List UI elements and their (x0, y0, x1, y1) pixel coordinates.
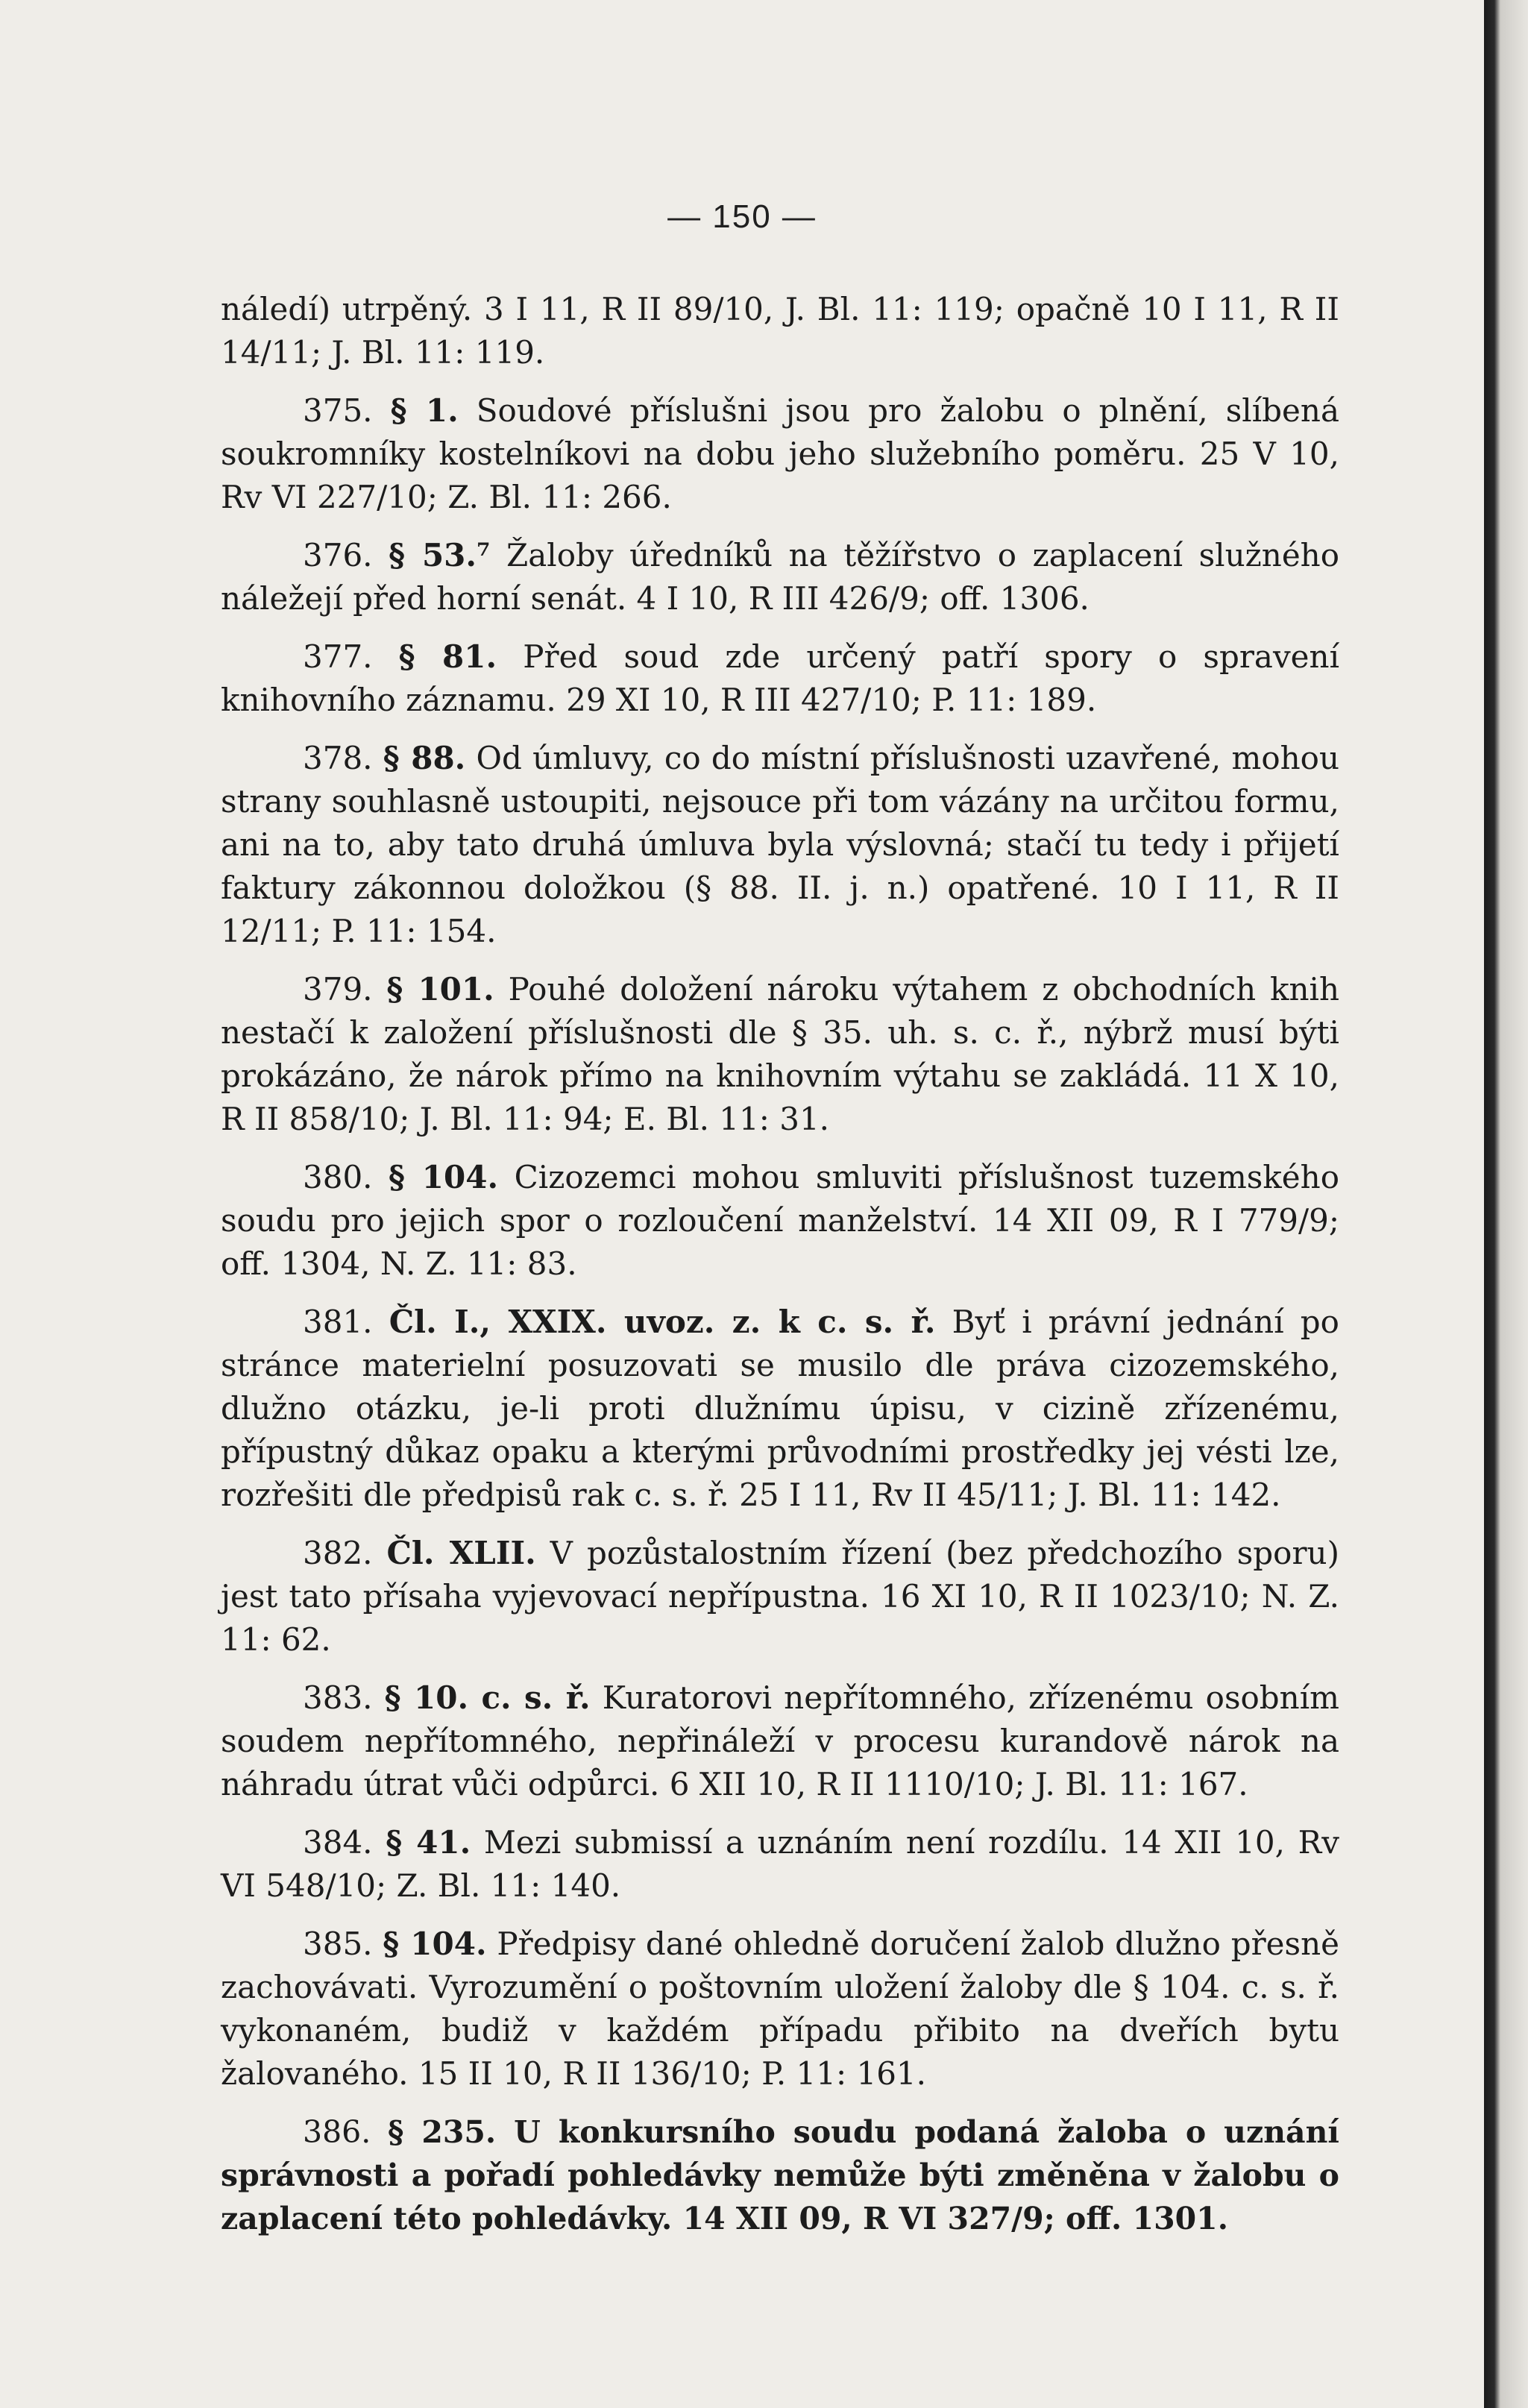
paragraph-382 (221, 1532, 1339, 1662)
paragraph-text: U konkursního soudu podaná žaloba o uznání správnosti a pořadí pohledávky nemůže býti změněna v žalobu o zaplacení této pohledávky. 14 XII 09, R VI 327/9; off. 1301. (221, 2114, 1340, 2236)
paragraph-text: Před soud zde určený patří spory o spravení knihovního záznamu. 29 XI 10, R III 427/10; P. 11: 189. (221, 638, 1340, 718)
paragraph-376 (221, 534, 1339, 620)
paragraph-381 (221, 1301, 1339, 1517)
paragraph-reference: § 104. (383, 1926, 487, 1962)
paragraph-reference: § 53.⁷ (389, 537, 491, 573)
paragraph-reference: § 41. (386, 1824, 471, 1861)
paragraph-text: V pozůstalostním řízení (bez předchozího sporu) jest tato přísaha vyjevovací nepřípustna. 16 XI 10, R II 1023/10; N. Z. 11: 62. (221, 1535, 1339, 1658)
paragraph-reference: § 101. (386, 971, 494, 1007)
paragraph-reference: § 1. (390, 392, 459, 429)
paragraph-375 (221, 389, 1339, 519)
paragraph-385 (221, 1923, 1339, 2096)
paragraph-number: 380. (303, 1159, 389, 1195)
paragraph-text: náledí) utrpěný. 3 I 11, R II 89/10, J. Bl. 11: 119; opačně 10 I 11, R II 14/11; J. Bl. 11: 119. (221, 291, 1339, 371)
paragraph-384 (221, 1821, 1339, 1908)
paragraph-reference: § 88. (383, 740, 466, 776)
paragraph-378 (221, 737, 1339, 953)
paragraph-text: Pouhé doložení nároku výtahem z obchodních knih nestačí k založení příslušnosti dle § 35. uh. s. c. ř., nýbrž musí býti prokázáno, že nárok přímo na knihovním výtahu se zakládá. 11 X 10, R II 858/10; J. Bl. 11: 94; E. Bl. 11: 31. (221, 971, 1340, 1137)
paragraph-text: Od úmluvy, co do místní příslušnosti uzavřené, mohou strany souhlasně ustoupiti, nejsouce při tom vázány na určitou formu, ani na to, aby tato druhá úmluva byla výslovná; stačí tu tedy i přijetí faktury zákonnou doložkou (§ 88. II. j. n.) opatřené. 10 I 11, R II 12/11; P. 11: 154. (221, 740, 1340, 949)
text-body (221, 288, 1339, 2255)
paragraph-text: Soudové příslušni jsou pro žalobu o plnění, slíbená soukromníky kostelníkovi na dobu jeho služebního poměru. 25 V 10, Rv VI 227/10; Z. Bl. 11: 266. (221, 392, 1340, 515)
paragraph-number: 377. (303, 638, 399, 675)
paragraph-text: Předpisy dané ohledně doručení žalob dlužno přesně zachovávati. Vyrozumění o poštovním uložení žaloby dle § 104. c. s. ř. vykonaném, budiž v každém případu přibito na dveřích bytu žalovaného. 15 II 10, R II 136/10; P. 11: 161. (221, 1926, 1339, 2092)
paragraph-text: Cizozemci mohou smluviti příslušnost tuzemského soudu pro jejich spor o rozloučení manželství. 14 XII 09, R I 779/9; off. 1304, N. Z. 11: 83. (221, 1159, 1339, 1282)
page-number: — 150 — (667, 198, 817, 235)
paragraph-number: 386. (303, 2114, 388, 2150)
paragraph-reference: Čl. XLII. (386, 1535, 536, 1571)
paragraph-text: Kuratorovi nepřítomného, zřízenému osobním soudem nepřítomného, nepřináleží v procesu kurandově nárok na náhradu útrat vůči odpůrci. 6 XII 10, R II 1110/10; J. Bl. 11: 167. (221, 1679, 1339, 1802)
paragraph-386 (221, 2110, 1339, 2240)
paragraph-number: 375. (303, 392, 391, 429)
paragraph-number: 383. (303, 1679, 385, 1716)
paragraph-number: 376. (303, 537, 389, 573)
paragraph-379 (221, 968, 1339, 1141)
paragraph-number: 384. (303, 1824, 386, 1861)
paragraph-383 (221, 1676, 1339, 1806)
paragraph-reference: § 10. c. s. ř. (384, 1679, 591, 1716)
paragraph-number: 379. (303, 971, 387, 1007)
paragraph-reference: § 235. (387, 2114, 497, 2150)
paragraph-377 (221, 635, 1339, 722)
paragraph-text: Žaloby úředníků na těžířstvo o zaplacení služného náležejí před horní senát. 4 I 10, R III 426/9; off. 1306. (221, 537, 1340, 617)
paragraph-reference: § 81. (398, 638, 497, 675)
paragraph-number: 378. (303, 740, 383, 776)
paragraph-number: 382. (303, 1535, 387, 1571)
paragraph-reference: Čl. I., XXIX. uvoz. z. k c. s. ř. (389, 1304, 936, 1340)
paragraph-text: Byť i právní jednání po stránce materielní posuzovati se musilo dle práva cizozemského, dlužno otázku, je-li proti dlužnímu úpisu, v cizině zřízenému, přípustný důkaz opaku a kterými průvodními prostředky jej vésti lze, rozřešiti dle předpisů rak c. s. ř. 25 I 11, Rv II 45/11; J. Bl. 11: 142. (221, 1304, 1339, 1513)
paragraph-380 (221, 1156, 1339, 1286)
paragraph-number: 385. (303, 1926, 383, 1962)
paragraph-text: Mezi submissí a uznáním není rozdílu. 14 XII 10, Rv VI 548/10; Z. Bl. 11: 140. (221, 1824, 1339, 1904)
paragraph-number: 381. (303, 1304, 389, 1340)
paragraph-continuation (221, 288, 1339, 374)
page-edge-shadow (1484, 0, 1528, 2408)
paragraph-reference: § 104. (389, 1159, 499, 1195)
